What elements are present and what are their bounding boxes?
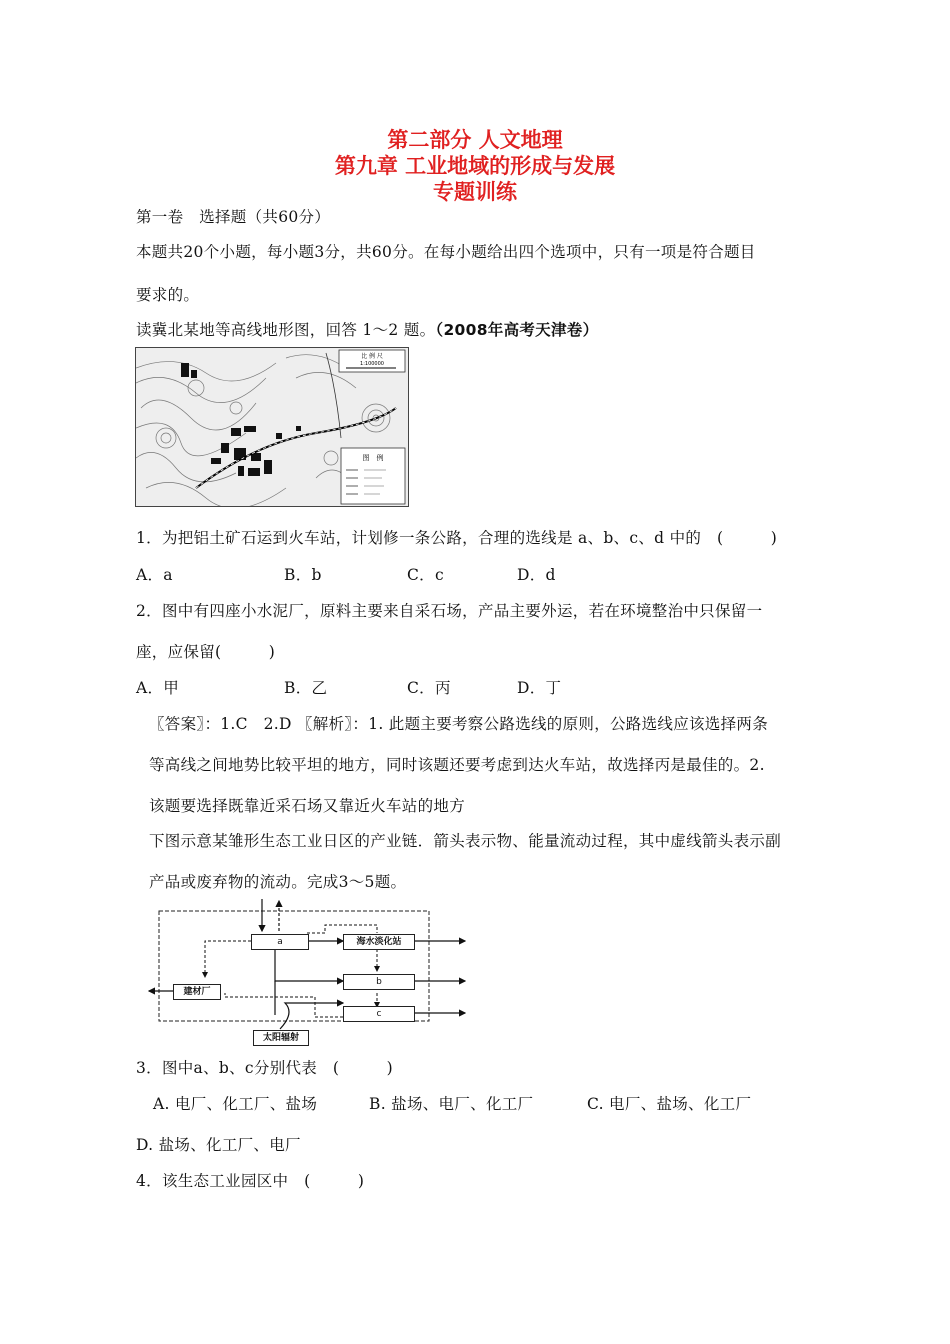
- chapter-title: 第九章 工业地域的形成与发展: [334, 154, 616, 178]
- map-prompt-text: 读冀北某地等高线地形图，回答 1～2 题。: [136, 321, 436, 339]
- q2-stem-line-1: 2．图中有四座小水泥厂，原料主要来自采石场，产品主要外运，若在环境整治中只保留一: [136, 602, 763, 620]
- node-desalination-station: 海水淡化站: [343, 934, 415, 950]
- intro-line-1: 本题共20个小题，每小题3分，共60分。在每小题给出四个选项中，只有一项是符合题目: [136, 243, 756, 261]
- q1-option-a: A．a: [136, 566, 173, 584]
- answer-line-3: 该题要选择既靠近采石场又靠近火车站的地方: [149, 797, 466, 815]
- node-b: b: [343, 974, 415, 990]
- q2-option-b: B．乙: [284, 679, 328, 697]
- node-building-materials-plant: 建材厂: [173, 984, 221, 1000]
- map-scale-value: 1:100000: [360, 361, 384, 367]
- eco-question-line-1: 下图示意某雏形生态工业日区的产业链．箭头表示物、能量流动过程，其中虚线箭头表示副: [149, 832, 782, 850]
- q1-option-b: B．b: [284, 566, 322, 584]
- map-legend-title: 图 例: [362, 454, 384, 462]
- topographic-map-drawing: [136, 348, 408, 506]
- node-solar-radiation: 太阳辐射: [253, 1030, 309, 1046]
- map-question-prompt: [136, 318, 598, 340]
- node-c: c: [343, 1006, 415, 1022]
- q1-option-d: D．d: [517, 566, 556, 584]
- answer-line-1: 〖答案〗：1.C 2.D 〖解析〗：1. 此题主要考察公路选线的原则，公路选线应该选择两条: [149, 715, 769, 733]
- q3-option-b: B. 盐场、电厂、化工厂: [369, 1095, 534, 1113]
- q1-option-c: C．c: [407, 566, 444, 584]
- q3-stem: 3．图中a、b、c分别代表 ( ): [136, 1059, 394, 1077]
- q1-stem: 1．为把铝土矿石运到火车站，计划修一条公路，合理的选线是 a、b、c、d 中的 ( ): [136, 529, 778, 547]
- answer-line-2: 等高线之间地势比较平坦的地方，同时该题还要考虑到达火车站，故选择丙是最佳的。2.: [149, 756, 765, 774]
- q2-option-d: D．丁: [517, 679, 562, 697]
- map-source: （2008年高考天津卷）: [435, 321, 599, 339]
- q3-option-c: C. 电厂、盐场、化工厂: [587, 1095, 752, 1113]
- section-title: 专题训练: [433, 180, 517, 204]
- intro-line-2: 要求的。: [136, 286, 200, 304]
- part-title: 第二部分 人文地理: [387, 128, 563, 152]
- q2-option-c: C．丙: [407, 679, 451, 697]
- industrial-chain-diagram: [145, 897, 485, 1049]
- eco-question-line-2: 产品或废弃物的流动。完成3～5题。: [149, 873, 407, 891]
- map-scale-title: 比 例 尺: [361, 353, 383, 360]
- q2-option-a: A．甲: [136, 679, 180, 697]
- volume-heading: 第一卷 选择题（共60分）: [136, 208, 331, 226]
- q3-option-d: D. 盐场、化工厂、电厂: [136, 1136, 301, 1154]
- diagram-connectors: [145, 897, 485, 1049]
- topographic-map: [135, 347, 409, 507]
- node-a: a: [251, 934, 309, 950]
- q2-stem-line-2: 座，应保留( ): [136, 643, 276, 661]
- q3-option-a: A. 电厂、化工厂、盐场: [153, 1095, 318, 1113]
- q4-stem: 4．该生态工业园区中 ( ): [136, 1172, 365, 1190]
